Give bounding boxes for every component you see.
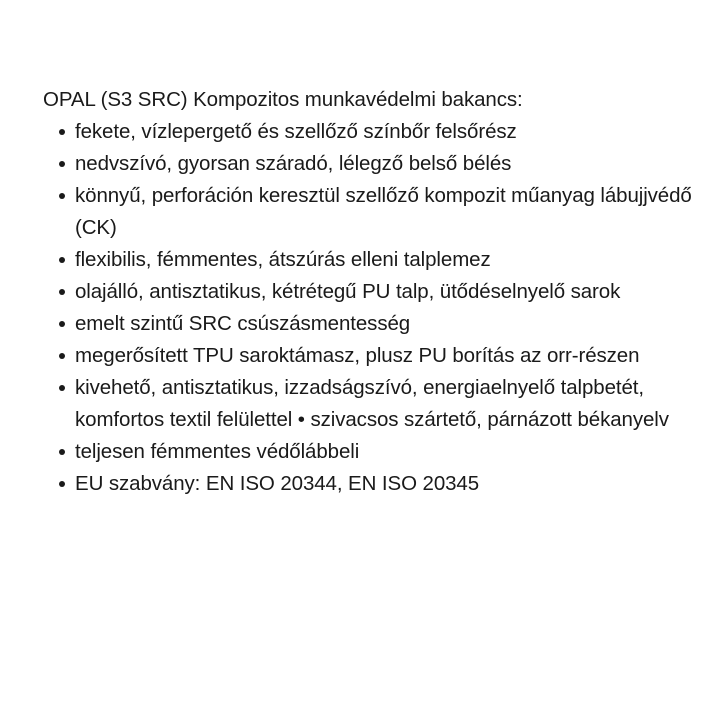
bullet-icon [59, 193, 65, 199]
bullet-icon [59, 161, 65, 167]
list-item-label: emelt szintű SRC csúszásmentesség [75, 312, 411, 335]
list-item-label: EU szabvány: EN ISO 20344, EN ISO 20345 [75, 472, 480, 495]
list-item-label: olajálló, antisztatikus, kétrétegű PU talp, ütődéselnyelő sarok [75, 280, 621, 303]
list-item [43, 116, 700, 148]
bullet-icon [59, 289, 65, 295]
bullet-icon [59, 257, 65, 263]
bullet-icon [59, 481, 65, 487]
list-item [43, 276, 700, 308]
list-item-label: megerősített TPU saroktámasz, plusz PU borítás az orr-részen [75, 344, 640, 367]
list-item-label: fekete, vízlepergető és szellőző színbőr felsőrész [75, 120, 517, 143]
list-item [43, 244, 700, 276]
bullet-icon [59, 321, 65, 327]
list-item [43, 468, 700, 500]
list-item-label: flexibilis, fémmentes, átszúrás elleni talplemez [75, 248, 491, 271]
list-item [43, 308, 700, 340]
list-item [43, 372, 700, 436]
list-item-label: könnyű, perforáción keresztül szellőző kompozit műanyag lábujjvédő (CK) [75, 184, 692, 239]
bullet-icon [59, 385, 65, 391]
bullet-icon [59, 353, 65, 359]
list-item [43, 340, 700, 372]
list-item-label: nedvszívó, gyorsan száradó, lélegző belső bélés [75, 152, 512, 175]
bullet-icon [59, 449, 65, 455]
product-feature-list [43, 116, 700, 500]
list-item-label: teljesen fémmentes védőlábbeli [75, 440, 360, 463]
list-item [43, 436, 700, 468]
bullet-icon [59, 129, 65, 135]
list-item [43, 180, 700, 244]
product-title: OPAL (S3 SRC) Kompozitos munkavédelmi bakancs: [43, 88, 523, 111]
list-item [43, 148, 700, 180]
list-item-label: kivehető, antisztatikus, izzadságszívó, energiaelnyelő talpbetét, komfortos textil felülettel • szivacsos szártető, párnázott békanyelv [75, 376, 669, 431]
